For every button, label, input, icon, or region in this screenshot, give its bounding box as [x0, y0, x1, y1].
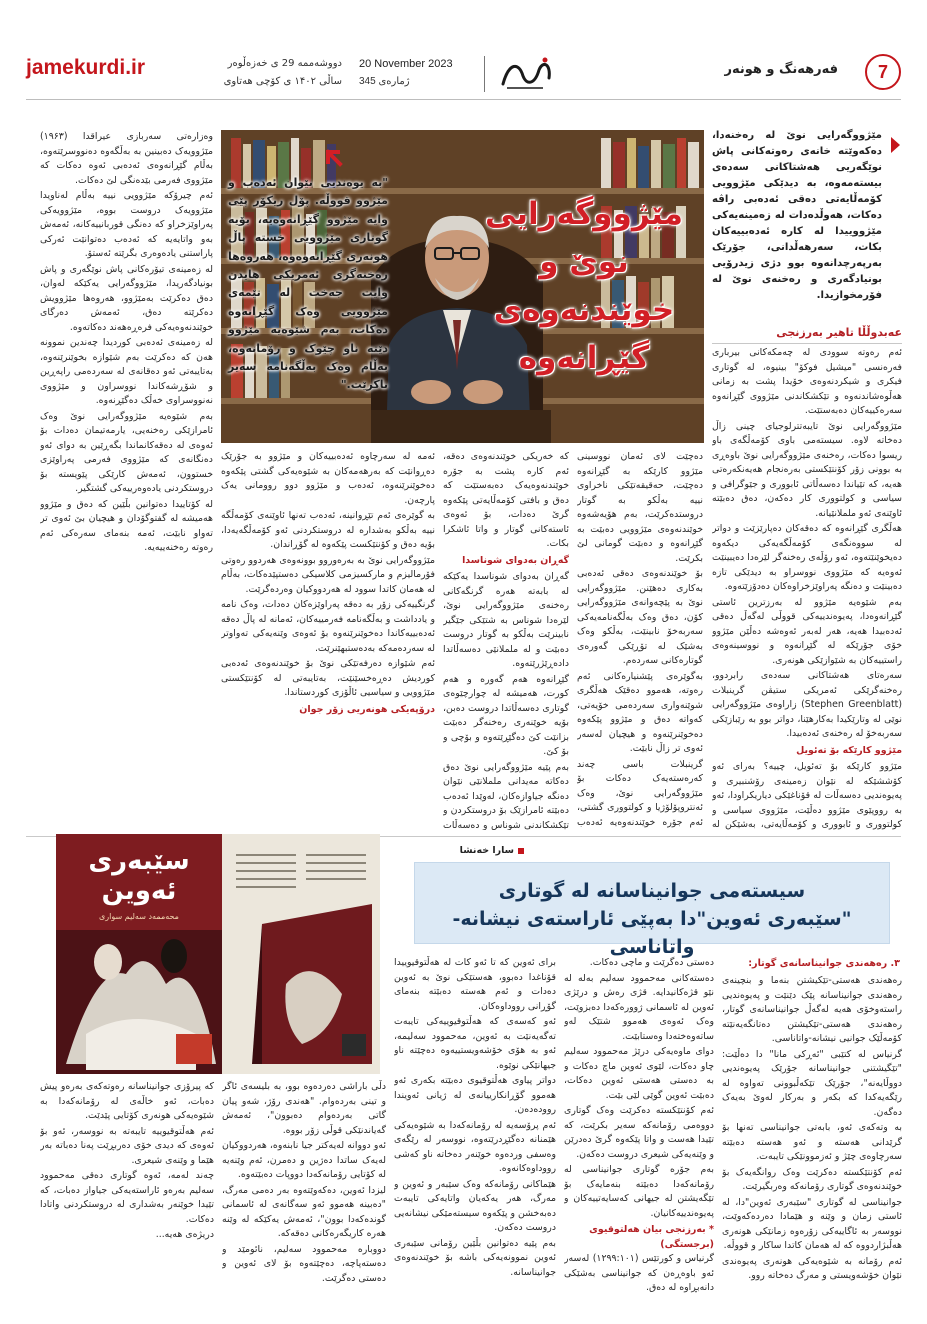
paragraph: بەم شێوەیە مێژوو لە بەرزترین ئاستی گێڕانەوەدا، پەیوەندییەکی قووڵی لەگەڵ دەقی ئەدەبیدا هەیە، هەر لەبەر ئەوەشە دەڵێن مێژوو خۆی جۆرێکە لە گێڕانەوە و نووسینەوەی راستییەکان بە شێوازێکی هونەری.: [712, 596, 902, 666]
article-headline: [470, 190, 698, 382]
paragraph: چەند لەمە، ئەوە گوتاری دەقی مەحموود سەلیم بەرەو ئاراستەیەکی جیاواز دەبات، کە تێیدا خوێنەر بەشداری لە دروستکردنی واتادا دەکات.: [40, 1170, 214, 1225]
headline-line-4: گێڕانەوە: [518, 340, 650, 376]
paragraph: ئەمە لە سەرچاوە ئەدەبییەکان و مێژوو بە جۆرێک دەڕوانێت کە بەرهەمەکان بە شێوەیەکی گشتی پێکەوە دەخوێنرێنەوە، ئەدەب و مێژوو دوو روومانی یەک پارچەن.: [221, 451, 435, 506]
article2-credit: * بەرزنجی بیان هەلتوقیوی (برجستگی): [589, 1224, 714, 1250]
article2-column-5: [40, 1080, 214, 1314]
headline-line-1: مێژووگەرایی: [485, 196, 683, 232]
article-column-3: [443, 450, 569, 830]
paragraph: دەستی دەگرێت و ماچی دەکات.: [589, 957, 714, 968]
photo-credit: درۆپەیکی هونەریی زۆر جوان: [299, 703, 435, 715]
paragraph: لە کۆتاییدا دەتوانین بڵێین کە دەق و مێژوو هەمیشە لە گفتوگۆدان و هیچیان بێ ئەوی تر تەواو نابێت، ئەمە بنەمای سەرەکی ئەم رەوتە رەخنەییەیە.: [40, 498, 213, 553]
paragraph: ئەم رۆمانە بە شێوەیەکی هونەری پەیوەندی نێوان خۆشەویستی و مەرگ دەخاتە روو.: [722, 1255, 902, 1281]
date-kurdish-box: [223, 56, 350, 92]
paragraph: بە وتەکەی ئەو، بابەتی جوانیناسی تەنها بۆ گرێدانی هەستە و ئەو هەستە دەبێتە سەرچاوەی چێژ و ئەزموونێکی تایبەت.: [722, 1122, 902, 1162]
article-intro: مێژووگەرایی نوێ لە رەخنەدا، دەکەوێتە خانەی رەوتەکانی پاش نوێگەریی هەشتاکانی سەدەی بیستەمەوە، بە دیدێکی مێژوویی کۆمەڵایەتی دەقی ئەدەبی راڤە دەکات، هەوڵدەدات لە زەمینەیەکی مێژووییدا لە کارە ئەدەبییەکان بکات، سەرهەڵدانی، جۆرێک بەرپەرچدانەوە بوو دژی زیدرۆیی بونیادگەری و رەخنەی نوێ لە فۆرمخوازیدا.: [712, 130, 882, 301]
paragraph: لە زەمینەی تیۆرەکانی پاش نوێگەری و پاش بونیادگەریدا، مێژووگەرایی یەکێکە لەوان، دەق دەکرێت بەمێژوو، هەروەها مێژوویش دەکرێتە دەق، ئەمەش دەرگای خوێندنەوەیەکی فرەڕەهەند دەکاتەوە.: [40, 263, 213, 333]
paragraph: گرنیاس و کورتێس (۱۲۹۹:۱۰۱) لەسەر ئەو باوەڕەن کە جوانیناسی بەشێکی دانەبڕاوە لە دەق.: [564, 1253, 714, 1293]
paragraph: ئەم شێوازە دەرفەتێکی نوێ بۆ خوێندنەوەی ئەدەبی کوردیش دەڕەخسێنێت، بەتایبەتی لە کۆنتێکستی مێژوویی و سیاسیی ئاڵۆزی کوردستاندا.: [221, 658, 435, 698]
paragraph: ئەم رەوتە سوودی لە چەمکەکانی بیرباری فەرەنسی "میشیل فوکۆ" بینیوە، لە گوتاری فیکری و شیکردنەوەی خۆیدا پشت بە زمانی هەڵوەشاندنەوە و تێکشکاندنی مێژووی گێڕانەوە سەرەکییەکان دەبەستێت.: [712, 347, 902, 416]
book-author: محەممەد سەلیم سواری: [99, 912, 179, 921]
date-kurdish: دووشەممە 29 ی خەزەڵوەر: [227, 58, 342, 69]
paragraph: گێڕانەوە هەم گەورە و هەم کورت، هەمیشە لە چوارچێوەی گوتاری دەسەڵاتدا دروست دەبن، بۆیە خوێنەری رەخنەگر دەبێت بزانێت کێ دەگێڕێتەوە و بۆچی و بۆ کێ.: [443, 673, 569, 757]
paragraph: ئەو دووانە لەیەکتر جیا نابنەوە، هەردووکیان لەیەک ساتدا دەژین و دەمرن، ئەم وێنەیە لە کۆتایی رۆمانەکەدا دووپات دەبێتەوە.: [222, 1140, 386, 1180]
paragraph: کە پیرۆزی جوانیناسانە رەوتەکەی بەرەو پیش دەبات، ئەو خاڵەی لە رۆمانەکەدا بە شێوەیەکی هونەری کۆتایی پێدێت.: [40, 1081, 214, 1121]
paragraph: دواتر پیاوی هەڵتوقیوی دەبێتە بکەری ئەو هەموو گۆڕانکارییانەی لە ژیانی ئەویندا روودەدەن.: [394, 1075, 556, 1115]
paragraph: کە خەریکی خوێندنەوەی دەقە، ئەم کارە پشت بە جۆرە خوێندنەوەیەک دەبەستێت کە دەق و بافتی کۆمەڵایەتی پێکەوە گرێ دەدات، بۆ ئەوەی ئاستەکانی گوتار و واتا ئاشکرا بکات.: [443, 451, 569, 549]
paragraph: ئەم هەڵتوقیوییە تایبەتە بە نووسەر، ئەو بۆ ئەوەی کە دیدی خۆی دەربڕێت پەنا دەباتە بەر هێما و وێنەی شیعری.: [40, 1125, 214, 1166]
paragraph: رەهەندی هەستی-تێکیشتن بنەما و بنچینەی رەهەندی جوانیناسانە پێک دێنێت و پەیوەندیی راستەوخۆی هەیە لەگەڵ جوانیناسانەی گوتار، رەهەندی هەستی-تێکیشتن دەتانگەیەنێتە کۆمەڵێک جوانیی نیشانە-واتاناسی.: [722, 975, 902, 1044]
page-number: 7: [865, 54, 901, 90]
paragraph: دریژەی هەیە...: [155, 1229, 214, 1240]
date-english: 20 November 2023: [359, 58, 453, 70]
paragraph: ئەم کۆنتێکستە دەکرێت وەک گوتاری دووەمی رۆمانەکە سەیر بکرێت، کە تێیدا هەست و واتا پێکەوە گرێ دەدرێن و وێنەیەکی شیعری دروست دەکەن.: [564, 1105, 714, 1160]
paragraph: ئەم کۆنتێکستە دەکرێت وەک روانگەیەک بۆ خوێندنەوەی گوتاری رۆمانەکە وەربگیرێت.: [722, 1166, 902, 1192]
masthead: [26, 48, 901, 100]
site-url[interactable]: jamekurdi.ir: [26, 56, 146, 79]
pull-quote: "بە یوەندیی نێوان ئەدەب و مێژوو قووڵە. پۆل ریکۆر پێی وایە مێژوو گێڕانەوەیە، بۆیە گوتاری مێژوویی خستە پاڵ هونەری گێڕانەوەوە، هەروەها رەخنەگری ئەمریکی هایدن وایت جەخت لە تێمەی مێژوویی وەک گێڕانەوە دەکات، بەم شێوەیە مێژوو دێتە ناو چێوک و رۆمانەوە، بەڵام وەک بەڵگەنامە سەیر ناکرێت.": [228, 176, 388, 392]
intro-arrow-icon: [891, 137, 900, 153]
paragraph: گەڕان بەدوای شوناسدا یەکێکە لە بابەتە هەرە گرنگەکانی رەخنەی مێژووگەرایی نوێ، لێرەدا شوناس بە شتێکی جێگیر نابینرێت بەڵکو بە گوتار دروست دەبێت و لە ململانێی دەسەڵاتدا دادەڕێژرێتەوە.: [443, 571, 569, 669]
paragraph: مێژوو کارێکە بۆ تەئویل، چییە؟ بەرای ئەو کۆششێکە لە نێوان زەمینەی رۆشنبیری و پەیوەندیی دەسەڵات لە قۆناغێکی دیاریکراودا، ئەو بە رووپێوی مێژوو دەڵێت، مێژووی سیاسی و کولتووری و ئابووری و کۆمەڵایەتی، بەشێکن لە: [712, 761, 902, 830]
paragraph: هەڵگری گێڕانەوە کە دەقەکان دەپارێزێت و دواتر لە سووەنگەی کۆمەڵگەیەکی دیکەوە دەیخوێنێتەوە، ئەو رۆڵەی رەخنەگر لێرەدا دەیبینێت ئەوەیە کە مێژووی نووسراو بە دیدێکی تازە دەبینێت و دەنگە پەراوێزخراوەکان دەدۆزێتەوە.: [712, 523, 902, 592]
book-inside-image: [222, 834, 380, 1074]
paragraph: گرنیاس لە کتێبی "ئەڕکی مانا" دا دەڵێت: "تێگیشتنی جوانیناسانە جۆرێک پەیوەندیی دووڵایەنە"، جۆرێک تێکەڵبوونی تەواوە لە رێگەیەکدا کە بکەر و بەرکار لەوێ بەیەک دەگەن.: [722, 1048, 902, 1118]
paragraph: برای ئەوین کە تا ئەو کات لە هەڵتوقیوییدا قۆناغدا دەبوو، هەستێکی نوێ بە ئەوین دەدات و ئەم هەستە دەبێتە بنەمای گۆڕانی رووداوەکان.: [394, 957, 556, 1012]
date-box: [353, 56, 485, 92]
headline-line-2: نوێ و: [539, 244, 629, 280]
quote-arrow-icon: [326, 148, 354, 168]
article-byline: [394, 845, 524, 856]
paragraph: مێژووگەرایی نوێ تایبەتترلوجیای چینی زاڵ دەخاتە لاوە. سیستەمی باوی کۆمەڵگەی باو ریسوا دەکات، رەخنەی مێژووگەرایی نوێ باوەڕی بە بوونی زۆر کۆنتێکستی بەرەنجام هەیەنکەرەتی هەیە، کە تێیاندا دەسەڵاتی ئابووری و جێوگرافی و سیاسی و کولتووری کار دەکەن، دەق دەبێتە ئاوێنەی ئەو ململانێیانە.: [712, 420, 902, 519]
paragraph: وەزارەتی سەربازی عیراقدا (۱۹۶۳) مێژوویەک دەبینین بە بەڵگەوە دەنووسرێتەوە، بەڵام گێڕانەوەی ئەدەبی ئەوە دەکات کە مێژووی فەرمی بێدەنگی لێ دەکات.: [40, 131, 213, 186]
paragraph: بەم پێیە دەتوانین بڵێین رۆمانی سێبەری ئەوین نموونەیەکی باشە بۆ خوێندنەوەی جوانیناسانە.: [394, 1237, 556, 1278]
byline-marker-icon: [518, 848, 524, 854]
paragraph: گرینبلات باسی چەند کەرەستەیەک دەکات بۆ مێژووگەرایی نوێ، وەک ئەنتروپۆلۆژیا و کولتووری گشتی، ئەم جۆرە خوێندنەوەیە ئەدەب: [577, 758, 703, 828]
paragraph: لیزدا ئەوین، دەکەوێتەوە بەر دەمی مەرگ، "دەبینە هەموو ئەو سەگانەی لە ئاسمانی گوندەکەدا بوون"، ئەمەش یەکێکە لە وێنە هەرە کاریگەرەکانی دەقەکە.: [222, 1184, 386, 1239]
paragraph: بەم شێوەیە مێژووگەرایی نوێ وەک ئامرازێکی رەخنەیی، یارمەتیمان دەدات بۆ ئەوەی لە دەقەکانماندا بگەڕێین بە دوای ئەو دەنگانەی کە مێژووی فەرمی پەراوێزی خستوون، ئەمەش کارێکی پێویستە بۆ دروستکردنی یادەوەرییەکی گشتگیر.: [40, 410, 213, 494]
paragraph: بە گوێرەی ئەم تێڕوانینە، ئەدەب تەنها ئاوێنەی کۆمەڵگە نییە بەڵکو بەشدارە لە دروستکردنی ئەو کۆمەڵگەیەدا، بۆیە دەق و کۆنتێکست پێکەوە لە گۆڕاندان.: [221, 510, 435, 550]
paragraph: دوای ماوەیەکی درێژ مەحموود سەلیم چاو دەکات، لێوی ئەوین ماچ دەکات و بە دەستی هەستی ئەوین دەکات، دەبێت ئەوین گوێی لێی بێت.: [564, 1046, 714, 1101]
article-author: عەبدوڵڵا تاهیر بەرزنجی: [712, 326, 902, 344]
article-column-5: [40, 130, 213, 830]
article2-column-1: [722, 974, 902, 1314]
paragraph: سەرەتای هەشتاکانی سەدەی رابردوو، رەخنەگرێکی ئەمریکی ستیڤن گرینبلات (Stephen Greenblatt) زاراوەی مێژووگەرایی نوێی لە وتارێکیدا بەکارهێنا، دواتر بوو بە رێبازێکی سەربەخۆ لە رەخنەی ئەدەبیدا.: [712, 670, 902, 739]
byline-name: سارا خەنشا: [459, 845, 514, 856]
newspaper-logo: [495, 54, 557, 94]
paragraph: بۆ خوێندنەوەی دەقی ئەدەبی بەکاری دەهێنن. مێژووگەرایی نوێ بە پێچەوانەی مێژووگەرایی کۆن، دەق وەک بەڵگەنامەیەکی سەربەخۆ نابینێت، بەڵکو وەک بەشێک لە تۆڕێکی گەورەی گوتارەکانی سەردەم.: [577, 568, 703, 666]
book-cover-image: [56, 834, 222, 1074]
paragraph: دووبارە مەحموود سەلیم، نائومێد و دەستەپاچە، دەچێتەوە بۆ لای ئەوین و دەستی دەگرێت.: [222, 1243, 386, 1284]
article2-column-2: [564, 956, 714, 1314]
headline-2-line-2: "سێبەری ئەوین"دا بەپێی ئاراستەی نیشانە- واتاناسی: [452, 908, 852, 958]
article2-column-4: [222, 1080, 386, 1314]
paragraph: جوانیناسی لە گوتاری "سێبەری ئەوین"دا، لە ئاستی زمان و وێنە و هێمادا دەردەکەوێت، نووسەر بە ئاگاییەکی زۆرەوە زمانێکی هونەری هەڵبژاردووە کە لە هەمان کاتدا ساکار و قووڵە.: [722, 1196, 902, 1251]
paragraph: بەگوێرەی پێشنیارەکانی ئەم رەوتە، هەموو دەقێک هەڵگری شوێنەواری سەردەمی خۆیەتی، کەواتە دەق و مێژوو پێکەوە دەخوێنرێنەوە و هیچیان لەسەر ئەوی تر زاڵ نابێت.: [577, 670, 703, 754]
article-headline-2: [414, 862, 890, 958]
subheading: مێژوو کارێکە بۆ تەئویل: [796, 744, 902, 756]
paragraph: گرنگییەکی زۆر بە دەقە پەراوێزەکان دەدات، وەک نامە و یادداشت و بەڵگەنامە فەرمییەکان، ئەمانە لە پاڵ دەقە ئەدەبییەکاندا دەخوێنرێنەوە بۆ ئەوەی وێنەیەکی تەواوتر لە سەردەمەکە بەدەستبهێنرێت.: [221, 599, 435, 654]
paragraph: دەچێت لای ئەمان نووسینی مێژوو کارێکە بە گێڕانەوە دەچێت، حەقیقەتێکی ناخراوی نییە بەڵکو بە گوتار دروستدەکرێت، بەم هۆیەشەوە خوێندنەوەی مێژوویی دەبێت بە گێڕانەوە و دەبێت گومانی لێ بکرێت.: [577, 451, 703, 564]
book-title: سێبەری ئەوین: [88, 846, 190, 906]
paragraph: ئەم چیرۆکە مێژوویی نییە بەڵام لەناویدا مێژوویەک دروست بووە، مێژوویەکی پەراوێزخراو کە دەنگی قوربانییەکانە، ئەمەش بەو واتایەیە کە ئەدەب دەتوانێت ئەرکی پاراستنی یادەوەری بگرێتە ئەستۆ.: [40, 190, 213, 259]
subheading: گەڕان بەدوای شوناسدا: [462, 554, 569, 566]
headline-2-line-1: سیستەمی جوانیناسانە لە گوتاری: [498, 880, 806, 902]
paragraph: لە زەمینەی ئەدەبی کوردیدا چەندین نموونە هەن کە دەکرێت بەم شێوازە بخوێنرێنەوە، بەتایبەتی ئەو دەقانەی لە سەردەمی راپەڕین و شۆڕشەکاندا نووسراون و مێژووی نەنووسراوی خەڵک دەگێڕنەوە.: [40, 337, 213, 406]
paragraph: ئەم پرۆسەیە لە رۆمانەکەدا بە شێوەیەکی هێمنانە دەگێڕدرێتەوە، نووسەر لە رێگەی وەسفی وردەوە خوێنەر دەخاتە ناو کەشی رووداوەکانەوە.: [394, 1119, 556, 1174]
paragraph: بەم پێیە مێژووگەرایی نوێ دەق دەکاتە مەیدانی ململانێی نێوان دەنگە جیاوازەکان، لەوێدا ئەدەب دەبێتە ئامرازێک بۆ دروستکردن و تێکشکاندنی شوناس و دەسەڵات: [443, 761, 569, 830]
paragraph: بەم جۆرە گوتاری جوانیناسی لە رۆمانەکەدا دەبێتە بنەمایەک بۆ تێگەیشتن لە جیهانی کەسایەتییەکان و پەیوەندییەکانیان.: [564, 1164, 714, 1219]
subheading: ۳. رەهەندی جوانیناسانەی گوتار:: [748, 958, 900, 969]
year-kurdish: ساڵی ۱۴۰۲ ی کۆچی هەتاوی: [223, 76, 342, 87]
article2-column-3: [394, 956, 556, 1314]
paragraph: هێماکانی رۆمانەکە وەک سێبەر و ئەوین و مەرگ، هەر یەکەیان واتایەکی تایبەت دەبەخشن و پێکەوە سیستەمێکی نیشانەیی دروست دەکەن.: [394, 1178, 556, 1233]
section-name: فەرهەنگ و هونەر: [724, 62, 838, 77]
issue-number: ژمارەی 345: [359, 76, 410, 87]
article-column-4: [221, 450, 435, 830]
article-column-2: [577, 450, 703, 830]
book-spread-art: [222, 834, 380, 1074]
article-column-1: [712, 346, 902, 830]
paragraph: دەستەکانی مەحموود سەلیم بەلە لە نێو قژەکانیدایە. قژی رەش و درێژی ئەوین لە ئاسمانی ژوورەکەدا دەبزوێت، وەک ئەوەی هەموو شتێک لەو ساتەوەختەدا وەستابێت.: [564, 972, 714, 1042]
paragraph: ئەو کەسەی کە هەڵتوقیوییەکی تایبەت تەگەیەنێت بە ئەوین، مەحموود سەلیمە، ئەو بە هۆی خۆشەویستییەوە دەچێتە ناو جیهانێکی نوێوە.: [394, 1016, 556, 1071]
headline-line-3: خوێندنەوەی: [493, 292, 675, 328]
paragraph: مێژووگەرایی نوێ بە بەرەوروو بوونەوەی هەردوو رەوتی فۆرمالیزم و مارکسیزمی کلاسیکی دەستپێدەکات، بەڵام لە هەمان کاتدا سوود لە هەردووکیان وەردەگرێت.: [221, 554, 435, 595]
paragraph: دڵی باراشی دەردەوە بوو، بە بلیسەی ئاگر و تینی بەردەوام. "هەندی رۆژ، شەو پیان گاتی بەردەوام دەبوون"، ئەمەش گەیاندنێکی قوڵی زۆر بووە.: [222, 1081, 386, 1136]
